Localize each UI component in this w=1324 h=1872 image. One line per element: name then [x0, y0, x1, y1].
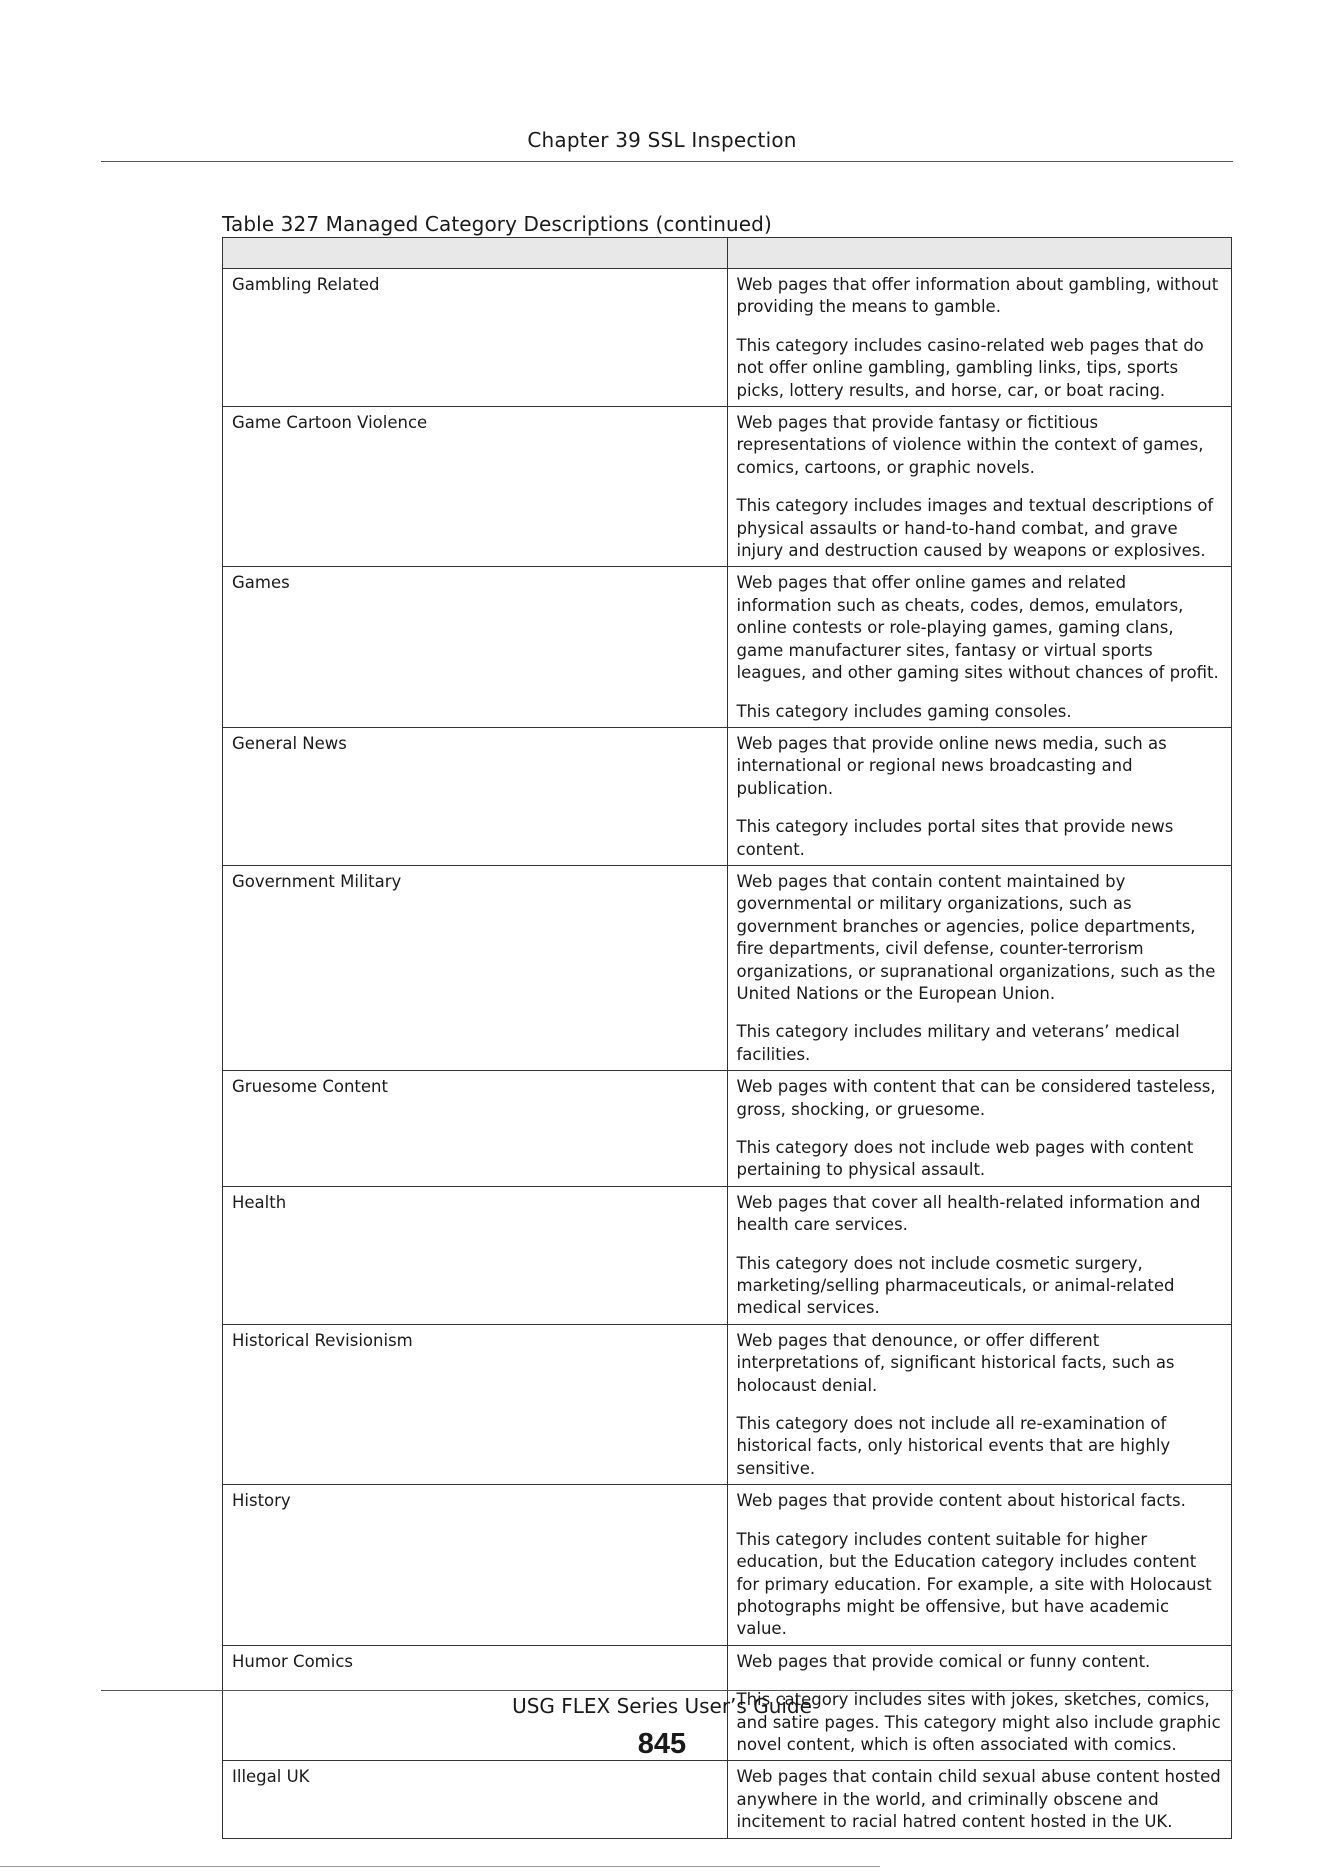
category-description-cell [727, 865, 1232, 1070]
table-row [223, 1186, 1232, 1324]
description-paragraph: Web pages that denounce, or offer different interpretations of, significant historical facts, such as holocaust denial. [736, 1330, 1175, 1395]
category-name-cell: General News [223, 727, 728, 865]
header-cell-description [727, 238, 1232, 269]
table-body [223, 269, 1232, 1839]
chapter-header: Chapter 39 SSL Inspection [527, 128, 797, 152]
table-row [223, 1761, 1232, 1838]
category-name-cell: History [223, 1485, 728, 1645]
description-paragraph: Web pages that provide online news media, such as international or regional news broadcasting and publication. [736, 733, 1167, 798]
category-description-cell [727, 1485, 1232, 1645]
category-name-cell: Game Cartoon Violence [223, 407, 728, 567]
table-row [223, 567, 1232, 727]
description-paragraph: This category includes gaming consoles. [736, 701, 1072, 721]
category-name-cell: Gruesome Content [223, 1071, 728, 1187]
table-header-row [223, 238, 1232, 269]
category-description-cell [727, 727, 1232, 865]
table-row [223, 407, 1232, 567]
footer-divider [101, 1690, 1233, 1691]
category-description-cell [727, 1186, 1232, 1324]
category-description-cell [727, 1761, 1232, 1838]
description-paragraph: This category includes content suitable for higher education, but the Education category includes content for primary education. For example, a site with Holocaust photographs might be offensive, but have academic value. [736, 1529, 1212, 1639]
table-row [223, 865, 1232, 1070]
category-description-cell [727, 567, 1232, 727]
table-caption: Table 327 Managed Category Descriptions (continued) [222, 212, 772, 236]
header-cell-category [223, 238, 728, 269]
description-paragraph: This category includes casino-related web pages that do not offer online gambling, gambling links, tips, sports picks, lottery results, and horse, car, or boat racing. [736, 335, 1204, 400]
description-paragraph: This category includes sites with jokes, sketches, comics, and satire pages. This category might also include graphic novel content, which is often associated with comics. [736, 1690, 1221, 1754]
description-paragraph: Web pages that cover all health-related information and health care services. [736, 1192, 1201, 1235]
table-row [223, 269, 1232, 407]
page-number: 845 [637, 1728, 687, 1760]
description-paragraph: Web pages that offer online games and related information such as cheats, codes, demos, emulators, online contests or role-playing games, gaming clans, game manufacturer sites, fantasy or virtual sports leagues, and other gaming sites without chances of profit. [736, 573, 1219, 683]
table-row [223, 1324, 1232, 1484]
category-name-cell: Gambling Related [223, 269, 728, 407]
table-row [223, 1071, 1232, 1187]
description-paragraph: This category does not include web pages with content pertaining to physical assault. [736, 1138, 1194, 1180]
description-paragraph: Web pages that provide comical or funny content. [736, 1651, 1151, 1671]
category-description-cell [727, 269, 1232, 407]
description-paragraph: Web pages that contain content maintained by governmental or military organizations, such as government branches or agencies, police departments, fire departments, civil defense, counter-terrorism organizations, or supranational organizations, such as the United Nations or the European Union. [736, 871, 1216, 1003]
table-row [223, 727, 1232, 865]
description-paragraph: Web pages that provide fantasy or fictitious representations of violence within the context of games, comics, cartoons, or graphic novels. [736, 413, 1204, 477]
category-description-cell [727, 407, 1232, 567]
description-paragraph: This category includes military and veterans’ medical facilities. [736, 1022, 1180, 1064]
description-paragraph: Web pages that provide content about historical facts. [736, 1491, 1186, 1511]
table-row [223, 1485, 1232, 1645]
category-name-cell: Historical Revisionism [223, 1324, 728, 1484]
description-paragraph: This category does not include cosmetic surgery, marketing/selling pharmaceuticals, or animal-related medical services. [736, 1253, 1175, 1318]
header-divider [101, 161, 1233, 162]
category-name-cell: Humor Comics [223, 1645, 728, 1761]
description-paragraph: Web pages that contain child sexual abuse content hosted anywhere in the world, and criminally obscene and incitement to racial hatred content hosted in the UK. [736, 1767, 1221, 1832]
category-table [222, 237, 1232, 1839]
category-description-cell [727, 1324, 1232, 1484]
category-description-cell [727, 1071, 1232, 1187]
description-paragraph: This category includes images and textual descriptions of physical assaults or hand-to-hand combat, and grave injury and destruction caused by weapons or explosives. [736, 496, 1214, 561]
description-paragraph: Web pages that offer information about gambling, without providing the means to gamble. [736, 275, 1219, 317]
category-name-cell: Government Military [223, 865, 728, 1070]
category-name-cell: Games [223, 567, 728, 727]
page-edge-line [0, 1866, 880, 1867]
guide-title: USG FLEX Series User’s Guide [512, 1694, 812, 1718]
category-name-cell: Illegal UK [223, 1761, 728, 1838]
category-name-cell: Health [223, 1186, 728, 1324]
description-paragraph: This category includes portal sites that provide news content. [736, 817, 1174, 859]
description-paragraph: This category does not include all re-examination of historical facts, only historical events that are highly sensitive. [736, 1414, 1171, 1478]
description-paragraph: Web pages with content that can be considered tasteless, gross, shocking, or gruesome. [736, 1077, 1216, 1119]
